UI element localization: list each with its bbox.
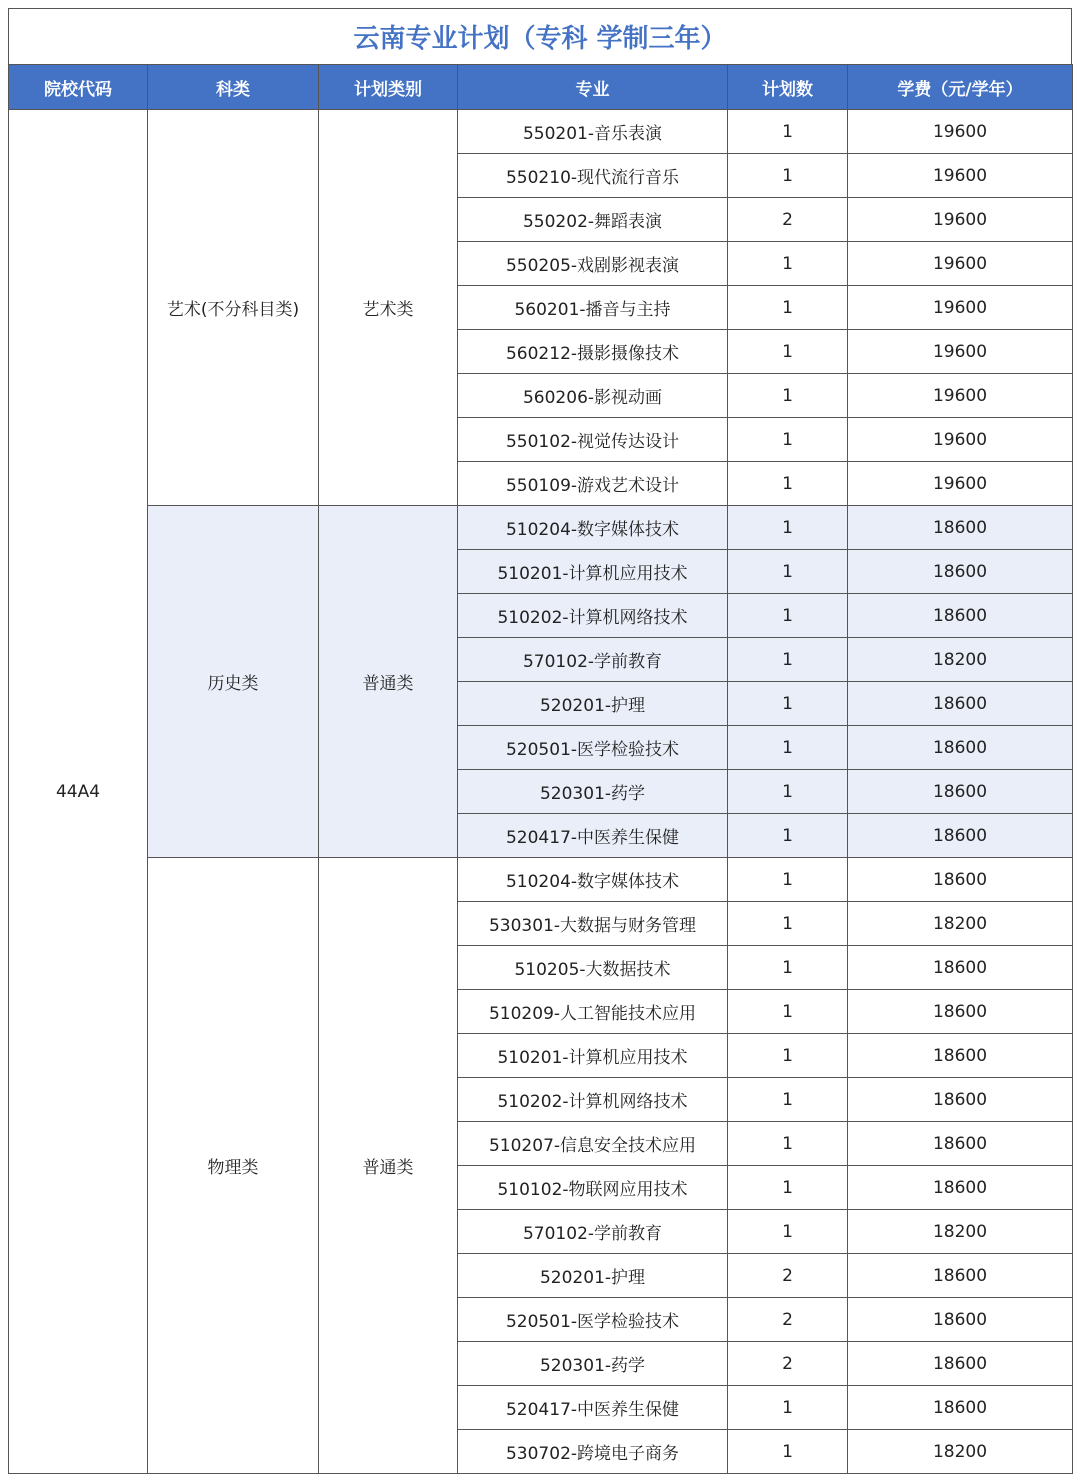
fee-cell: 19600 bbox=[848, 242, 1073, 286]
major-cell: 520301-药学 bbox=[458, 770, 728, 814]
count-cell: 1 bbox=[728, 330, 848, 374]
count-cell: 1 bbox=[728, 990, 848, 1034]
count-cell: 1 bbox=[728, 550, 848, 594]
header-major: 专业 bbox=[458, 65, 728, 110]
fee-cell: 18600 bbox=[848, 1386, 1073, 1430]
major-cell: 510102-物联网应用技术 bbox=[458, 1166, 728, 1210]
table-row bbox=[9, 506, 1073, 550]
subject-cell: 物理类 bbox=[148, 858, 319, 1474]
fee-cell: 18600 bbox=[848, 594, 1073, 638]
count-cell: 1 bbox=[728, 1122, 848, 1166]
count-cell: 1 bbox=[728, 1430, 848, 1474]
count-cell: 1 bbox=[728, 902, 848, 946]
table-row bbox=[9, 110, 1073, 154]
major-cell: 510209-人工智能技术应用 bbox=[458, 990, 728, 1034]
count-cell: 1 bbox=[728, 110, 848, 154]
count-cell: 2 bbox=[728, 1254, 848, 1298]
count-cell: 1 bbox=[728, 374, 848, 418]
fee-cell: 18600 bbox=[848, 990, 1073, 1034]
count-cell: 1 bbox=[728, 1210, 848, 1254]
count-cell: 1 bbox=[728, 682, 848, 726]
fee-cell: 18600 bbox=[848, 682, 1073, 726]
count-cell: 1 bbox=[728, 286, 848, 330]
major-cell: 510204-数字媒体技术 bbox=[458, 858, 728, 902]
major-cell: 550210-现代流行音乐 bbox=[458, 154, 728, 198]
count-cell: 1 bbox=[728, 1078, 848, 1122]
fee-cell: 18600 bbox=[848, 814, 1073, 858]
header-subject: 科类 bbox=[148, 65, 319, 110]
count-cell: 1 bbox=[728, 462, 848, 506]
major-cell: 510205-大数据技术 bbox=[458, 946, 728, 990]
count-cell: 1 bbox=[728, 1034, 848, 1078]
major-cell: 570102-学前教育 bbox=[458, 638, 728, 682]
major-cell: 520201-护理 bbox=[458, 1254, 728, 1298]
major-cell: 550205-戏剧影视表演 bbox=[458, 242, 728, 286]
fee-cell: 19600 bbox=[848, 462, 1073, 506]
count-cell: 1 bbox=[728, 418, 848, 462]
plan-table bbox=[8, 64, 1073, 1474]
fee-cell: 18600 bbox=[848, 946, 1073, 990]
count-cell: 1 bbox=[728, 770, 848, 814]
major-cell: 530702-跨境电子商务 bbox=[458, 1430, 728, 1474]
count-cell: 2 bbox=[728, 1298, 848, 1342]
major-cell: 570102-学前教育 bbox=[458, 1210, 728, 1254]
major-cell: 520301-药学 bbox=[458, 1342, 728, 1386]
plan-type-cell: 普通类 bbox=[319, 506, 458, 858]
plan-document bbox=[8, 8, 1072, 1474]
count-cell: 1 bbox=[728, 154, 848, 198]
major-cell: 550109-游戏艺术设计 bbox=[458, 462, 728, 506]
fee-cell: 18600 bbox=[848, 1342, 1073, 1386]
header-plan-type: 计划类别 bbox=[319, 65, 458, 110]
count-cell: 1 bbox=[728, 242, 848, 286]
fee-cell: 18200 bbox=[848, 638, 1073, 682]
fee-cell: 18600 bbox=[848, 1078, 1073, 1122]
count-cell: 1 bbox=[728, 638, 848, 682]
major-cell: 560201-播音与主持 bbox=[458, 286, 728, 330]
major-cell: 550102-视觉传达设计 bbox=[458, 418, 728, 462]
fee-cell: 18600 bbox=[848, 1034, 1073, 1078]
major-cell: 560206-影视动画 bbox=[458, 374, 728, 418]
plan-type-cell: 艺术类 bbox=[319, 110, 458, 506]
fee-cell: 18600 bbox=[848, 858, 1073, 902]
fee-cell: 18600 bbox=[848, 1298, 1073, 1342]
count-cell: 1 bbox=[728, 814, 848, 858]
count-cell: 1 bbox=[728, 506, 848, 550]
header-school-code: 院校代码 bbox=[9, 65, 148, 110]
fee-cell: 18600 bbox=[848, 770, 1073, 814]
count-cell: 1 bbox=[728, 726, 848, 770]
fee-cell: 18600 bbox=[848, 726, 1073, 770]
fee-cell: 18600 bbox=[848, 506, 1073, 550]
fee-cell: 19600 bbox=[848, 418, 1073, 462]
fee-cell: 18600 bbox=[848, 1122, 1073, 1166]
count-cell: 1 bbox=[728, 858, 848, 902]
school-code-cell: 44A4 bbox=[9, 110, 148, 1474]
major-cell: 520417-中医养生保健 bbox=[458, 814, 728, 858]
fee-cell: 18200 bbox=[848, 902, 1073, 946]
table-row bbox=[9, 858, 1073, 902]
fee-cell: 18200 bbox=[848, 1430, 1073, 1474]
header-fee: 学费（元/学年） bbox=[848, 65, 1073, 110]
major-cell: 520501-医学检验技术 bbox=[458, 1298, 728, 1342]
major-cell: 520201-护理 bbox=[458, 682, 728, 726]
fee-cell: 19600 bbox=[848, 286, 1073, 330]
count-cell: 1 bbox=[728, 1386, 848, 1430]
subject-cell: 历史类 bbox=[148, 506, 319, 858]
count-cell: 2 bbox=[728, 1342, 848, 1386]
fee-cell: 19600 bbox=[848, 198, 1073, 242]
major-cell: 520417-中医养生保健 bbox=[458, 1386, 728, 1430]
fee-cell: 19600 bbox=[848, 374, 1073, 418]
fee-cell: 18200 bbox=[848, 1210, 1073, 1254]
count-cell: 2 bbox=[728, 198, 848, 242]
table-header-row bbox=[9, 65, 1073, 110]
count-cell: 1 bbox=[728, 1166, 848, 1210]
major-cell: 510207-信息安全技术应用 bbox=[458, 1122, 728, 1166]
count-cell: 1 bbox=[728, 594, 848, 638]
major-cell: 510202-计算机网络技术 bbox=[458, 1078, 728, 1122]
subject-cell: 艺术(不分科目类) bbox=[148, 110, 319, 506]
major-cell: 520501-医学检验技术 bbox=[458, 726, 728, 770]
fee-cell: 19600 bbox=[848, 154, 1073, 198]
header-count: 计划数 bbox=[728, 65, 848, 110]
major-cell: 560212-摄影摄像技术 bbox=[458, 330, 728, 374]
fee-cell: 18600 bbox=[848, 1166, 1073, 1210]
major-cell: 510201-计算机应用技术 bbox=[458, 1034, 728, 1078]
table-body bbox=[9, 110, 1073, 1474]
count-cell: 1 bbox=[728, 946, 848, 990]
fee-cell: 19600 bbox=[848, 330, 1073, 374]
plan-type-cell: 普通类 bbox=[319, 858, 458, 1474]
major-cell: 530301-大数据与财务管理 bbox=[458, 902, 728, 946]
major-cell: 510202-计算机网络技术 bbox=[458, 594, 728, 638]
major-cell: 510204-数字媒体技术 bbox=[458, 506, 728, 550]
fee-cell: 18600 bbox=[848, 1254, 1073, 1298]
major-cell: 510201-计算机应用技术 bbox=[458, 550, 728, 594]
page-title: 云南专业计划（专科 学制三年） bbox=[8, 8, 1072, 64]
fee-cell: 19600 bbox=[848, 110, 1073, 154]
major-cell: 550202-舞蹈表演 bbox=[458, 198, 728, 242]
fee-cell: 18600 bbox=[848, 550, 1073, 594]
major-cell: 550201-音乐表演 bbox=[458, 110, 728, 154]
